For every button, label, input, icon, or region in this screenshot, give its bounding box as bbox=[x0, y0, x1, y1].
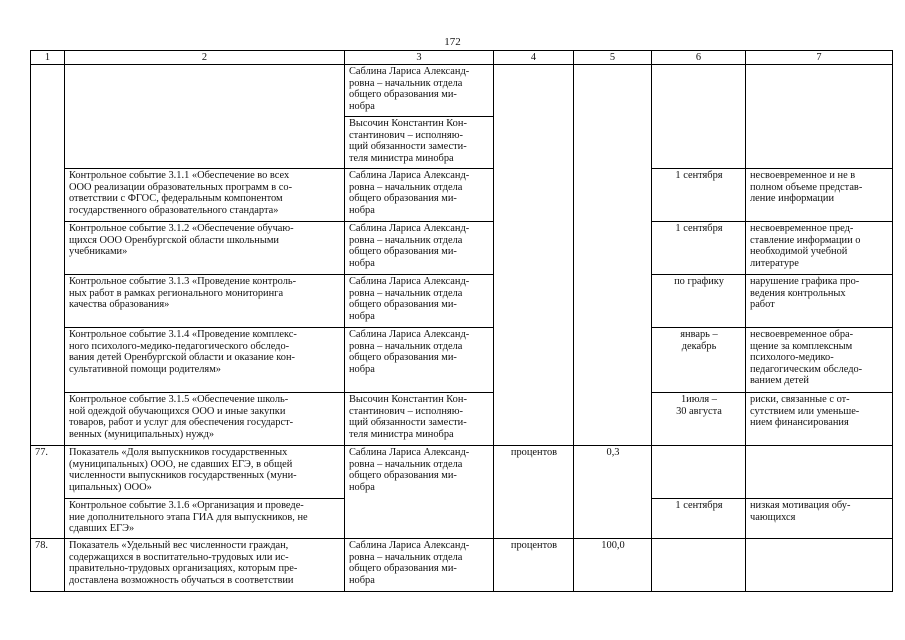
column-header: 4 bbox=[494, 51, 574, 65]
cell-deadline: 1 сентября bbox=[652, 222, 746, 275]
cell-responsible: Высочин Константин Кон- стантинович – исполняю- щий обязанности замести- теля министра минобра bbox=[345, 117, 494, 169]
cell-description: Показатель «Доля выпускников государственных (муниципальных) ООО, не сдавших ЕГЭ, в общей численности выпускников государственных (муни- ципальных) ООО» bbox=[65, 446, 345, 499]
cell-unit: процентов bbox=[494, 446, 574, 539]
cell-value: 100,0 bbox=[574, 539, 652, 592]
header-row bbox=[31, 51, 893, 65]
table-row bbox=[31, 275, 893, 328]
column-header: 7 bbox=[746, 51, 893, 65]
cell-description: Контрольное событие 3.1.6 «Организация и проведе- ние дополнительного этапа ГИА для выпускников, не сдавших ЕГЭ» bbox=[65, 499, 345, 539]
table-row bbox=[31, 169, 893, 222]
table-row bbox=[31, 65, 893, 117]
cell-number: 78. bbox=[31, 539, 65, 592]
cell-description: Контрольное событие 3.1.3 «Проведение контроль- ных работ в рамках регионального мониторинга качества образования» bbox=[65, 275, 345, 328]
table-row bbox=[31, 539, 893, 592]
cell-risk: нарушение графика про- ведения контрольных работ bbox=[746, 275, 893, 328]
cell-unit: процентов bbox=[494, 539, 574, 592]
cell-description: Показатель «Удельный вес численности граждан, содержащихся в воспитательно-трудовых или ис- правительно-трудовых организациях, которым пре- доставлена возможность обучаться в соответствии bbox=[65, 539, 345, 592]
cell-description: Контрольное событие 3.1.4 «Проведение комплекс- ного психолого-медико-педагогического обследо- вания детей Оренбургской области и оказание кон- сультативной помощи родителям» bbox=[65, 328, 345, 393]
table-row bbox=[31, 446, 893, 499]
cell-responsible: Саблина Лариса Александ- ровна – начальник отдела общего образования ми- нобра bbox=[345, 446, 494, 539]
cell-responsible: Саблина Лариса Александ- ровна – начальник отдела общего образования ми- нобра bbox=[345, 65, 494, 117]
cell-value: 0,3 bbox=[574, 446, 652, 539]
column-header: 1 bbox=[31, 51, 65, 65]
cell-risk: несвоевременное обра- щение за комплексным психолого-медико- педагогическим обследо- ванием детей bbox=[746, 328, 893, 393]
cell-description bbox=[65, 65, 345, 169]
cell-responsible: Саблина Лариса Александ- ровна – начальник отдела общего образования ми- нобра bbox=[345, 275, 494, 328]
cell-risk: несвоевременное и не в полном объеме представ- ление информации bbox=[746, 169, 893, 222]
cell-risk: несвоевременное пред- ставление информации о необходимой учебной литературе bbox=[746, 222, 893, 275]
cell-responsible: Саблина Лариса Александ- ровна – начальник отдела общего образования ми- нобра bbox=[345, 328, 494, 393]
cell-number: 77. bbox=[31, 446, 65, 539]
cell-risk: низкая мотивация обу- чающихся bbox=[746, 499, 893, 539]
table-row bbox=[31, 328, 893, 393]
document-table bbox=[30, 50, 893, 592]
cell-deadline bbox=[652, 65, 746, 169]
cell-deadline: 1июля – 30 августа bbox=[652, 393, 746, 446]
cell-risk bbox=[746, 65, 893, 169]
cell-deadline: 1 сентября bbox=[652, 499, 746, 539]
cell-risk bbox=[746, 539, 893, 592]
cell-risk: риски, связанные с от- сутствием или уменьше- нием финансирования bbox=[746, 393, 893, 446]
table-row bbox=[31, 222, 893, 275]
column-header: 6 bbox=[652, 51, 746, 65]
cell-responsible: Саблина Лариса Александ- ровна – начальник отдела общего образования ми- нобра bbox=[345, 169, 494, 222]
cell-number bbox=[31, 65, 65, 446]
cell-responsible: Саблина Лариса Александ- ровна – начальник отдела общего образования ми- нобра bbox=[345, 222, 494, 275]
column-header: 5 bbox=[574, 51, 652, 65]
table-row bbox=[31, 393, 893, 446]
cell-deadline: 1 сентября bbox=[652, 169, 746, 222]
page-number: 172 bbox=[444, 36, 461, 48]
cell-responsible: Саблина Лариса Александ- ровна – начальник отдела общего образования ми- нобра bbox=[345, 539, 494, 592]
cell-description: Контрольное событие 3.1.1 «Обеспечение во всех ООО реализации образовательных программ в со- ответствии с ФГОС, федеральным компонентом государственного образовательного стандарта» bbox=[65, 169, 345, 222]
cell-description: Контрольное событие 3.1.2 «Обеспечение обучаю- щихся ООО Оренбургской области школьными учебниками» bbox=[65, 222, 345, 275]
column-header: 2 bbox=[65, 51, 345, 65]
cell-value bbox=[574, 65, 652, 446]
cell-responsible: Высочин Константин Кон- стантинович – исполняю- щий обязанности замести- теля министра минобра bbox=[345, 393, 494, 446]
cell-description: Контрольное событие 3.1.5 «Обеспечение школь- ной одеждой обучающихся ООО и иные закупки товаров, работ и услуг для обеспечения государст- венных (муниципальных) нужд» bbox=[65, 393, 345, 446]
cell-deadline bbox=[652, 446, 746, 499]
cell-unit bbox=[494, 65, 574, 446]
cell-deadline bbox=[652, 539, 746, 592]
cell-risk bbox=[746, 446, 893, 499]
column-header: 3 bbox=[345, 51, 494, 65]
cell-deadline: по графику bbox=[652, 275, 746, 328]
cell-deadline: январь – декабрь bbox=[652, 328, 746, 393]
